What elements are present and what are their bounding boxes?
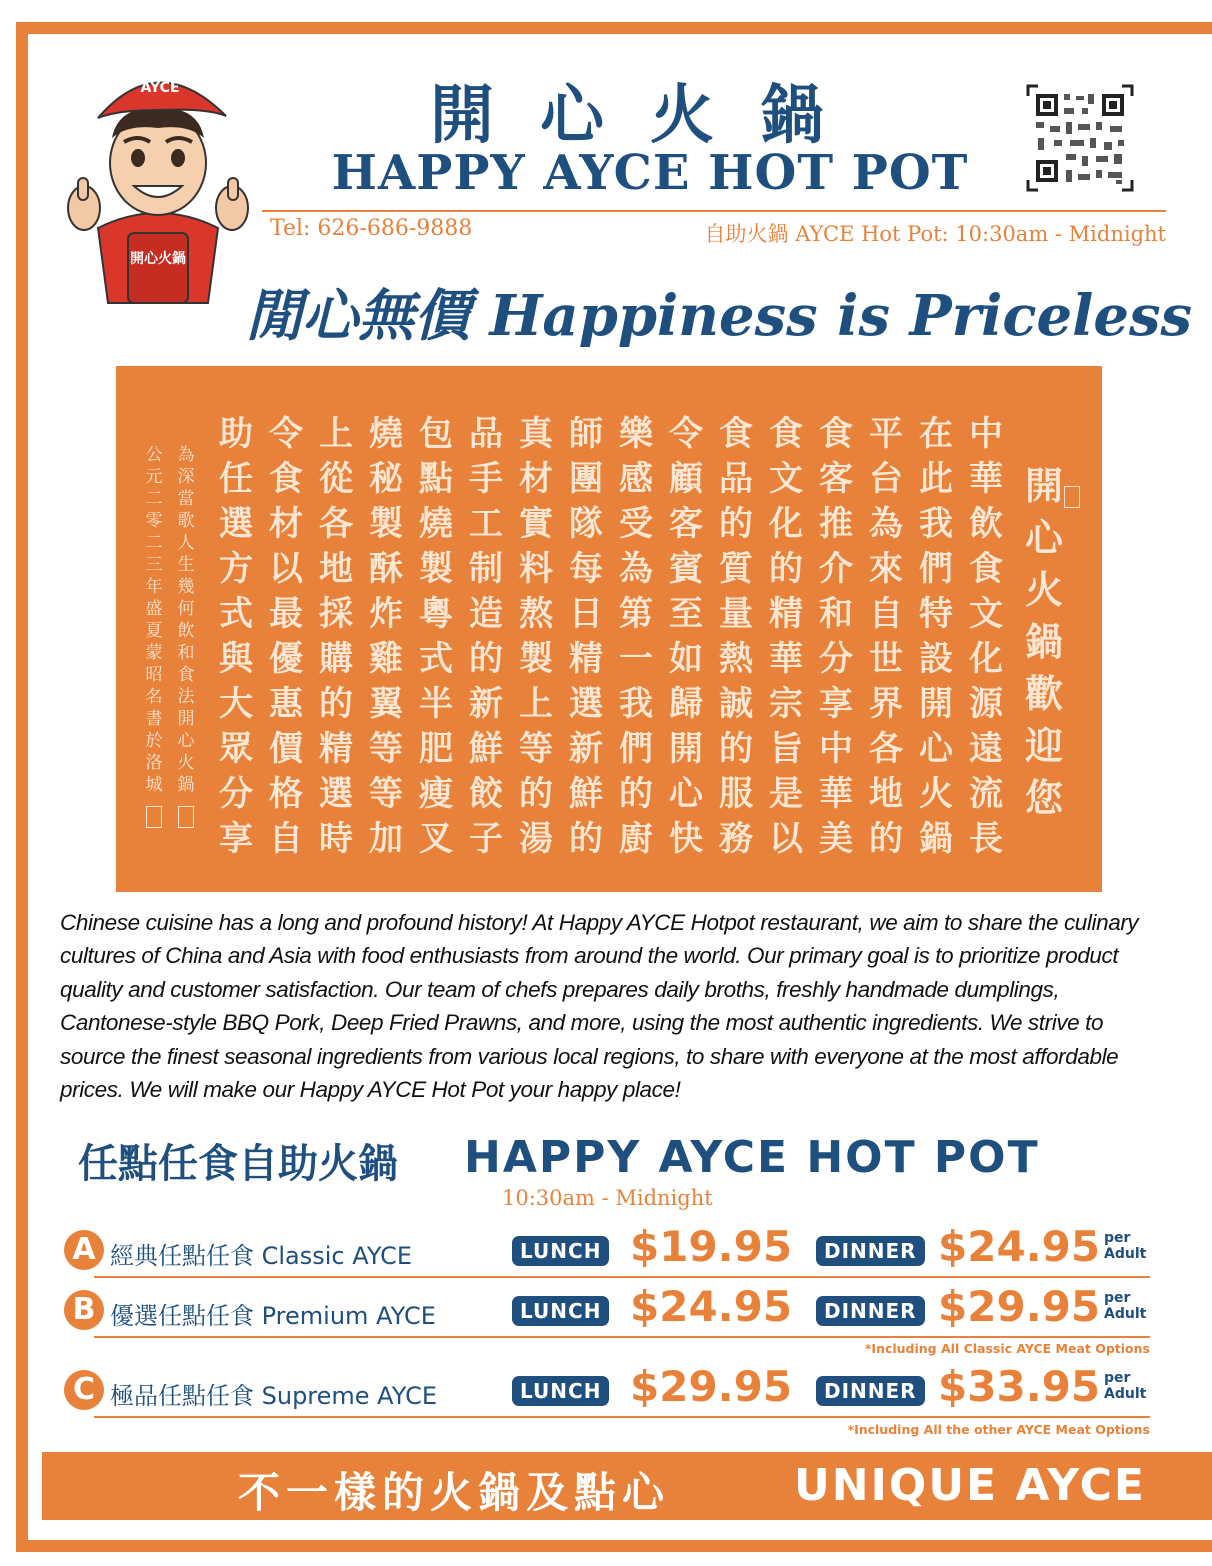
calligraphy-column: 師團隊每日精選新鮮的 <box>569 414 603 859</box>
calligraphy-column: 品手工制造的新鮮餃子 <box>469 414 503 859</box>
about-paragraph: Chinese cuisine has a long and profound history! At Happy AYCE Hotpot restaurant, we aim to share the culinary cultures of China and Asia with food enthusiasts from around the world. Our primary goal is to prioritize product quality and customer satisfaction. Our team of chefs prepares daily broths, freshly handmade dumplings, Cantonese-style BBQ Pork, Deep Fried Prawns, and more, using the most authentic ingredients. We strive to source the finest seasonal ingredients from various local regions, to share with everyone at the most affordable prices. We will make our Happy AYCE Hot Pot your happy place! <box>60 910 1139 1103</box>
seal-stamp-icon <box>1064 486 1080 508</box>
footer-text-cn: 不一樣的火鍋及點心 <box>238 1468 671 1517</box>
mascot-cap-text: AYCE <box>140 80 180 96</box>
calligraphy-column: 樂感受為第一我們的廚 <box>619 414 653 859</box>
per-adult-label: per Adult <box>1104 1370 1147 1402</box>
seal-stamp-icon <box>178 806 194 828</box>
tier-note: *Including All the other AYCE Meat Options <box>847 1422 1150 1437</box>
tier-row-c <box>64 1362 1150 1418</box>
calligraphy-column: 包點燒製粵式半肥瘦叉 <box>419 414 453 859</box>
menu-heading-en: HAPPY AYCE HOT POT <box>464 1132 1040 1183</box>
footer-text-en: UNIQUE AYCE <box>794 1460 1146 1511</box>
lunch-label: LUNCH <box>512 1376 609 1406</box>
tier-letter-badge: B <box>64 1290 104 1330</box>
tier-row-a <box>64 1222 1150 1278</box>
per-adult-label: per Adult <box>1104 1230 1147 1262</box>
seal-stamp-icon <box>146 806 162 828</box>
menu-heading-cn: 任點任食自助火鍋 <box>78 1140 398 1187</box>
calligraphy-column: 令顧客賓至如歸開心快 <box>669 414 703 859</box>
restaurant-name-en: HAPPY AYCE HOT POT <box>331 145 969 201</box>
lunch-label: LUNCH <box>512 1296 609 1326</box>
calligraphy-column: 燒秘製酥炸雞翼等等加 <box>369 414 403 859</box>
tier-letter-badge: C <box>64 1370 104 1410</box>
tier-letter-badge: A <box>64 1230 104 1270</box>
calligraphy-column: 在此我們特設開心火鍋 <box>919 414 953 859</box>
mascot-apron-text: 開心火鍋 <box>130 251 186 267</box>
dinner-label: DINNER <box>816 1376 925 1406</box>
calligraphy-column: 食客推介和分享中華美 <box>819 414 853 859</box>
calligraphy-inscription: 為深當歌人生幾何飲和食法開心火鍋 <box>177 445 195 795</box>
calligraphy-column: 平台為來自世界各地的 <box>869 414 903 859</box>
qr-code-icon[interactable] <box>1024 82 1136 194</box>
opening-hours: 自助火鍋 AYCE Hot Pot: 10:30am - Midnight <box>704 222 1166 246</box>
header-divider <box>262 210 1166 212</box>
mascot-illustration <box>58 58 258 318</box>
lunch-price: $19.95 <box>630 1222 793 1271</box>
dinner-price: $33.95 <box>938 1362 1101 1411</box>
footer-banner <box>42 1452 1212 1520</box>
tier-name: 極品任點任食 Supreme AYCE <box>110 1382 438 1410</box>
calligraphy-column: 上從各地採購的精選時 <box>319 414 353 859</box>
slogan: 閒心無價 Happiness is Priceless <box>246 283 1193 349</box>
row-divider <box>94 1276 1150 1278</box>
tier-name: 優選任點任食 Premium AYCE <box>110 1302 436 1330</box>
row-divider <box>94 1336 1150 1338</box>
calligraphy-column: 令食材以最優惠價格自 <box>269 414 303 859</box>
dinner-label: DINNER <box>816 1236 925 1266</box>
tier-name: 經典任點任食 Classic AYCE <box>110 1242 413 1270</box>
dinner-price: $24.95 <box>938 1222 1101 1271</box>
restaurant-name-cn: 開心火鍋 <box>430 78 870 153</box>
calligraphy-inscription: 公元二零二三年盛夏蒙昭名書於洛城 <box>145 445 163 795</box>
per-adult-label: per Adult <box>1104 1290 1147 1322</box>
calligraphy-panel <box>116 366 1102 892</box>
dinner-label: DINNER <box>816 1296 925 1326</box>
calligraphy-title: 開心火鍋歡迎您 <box>1024 463 1063 820</box>
tier-row-b <box>64 1282 1150 1338</box>
menu-hours: 10:30am - Midnight <box>502 1186 713 1210</box>
dinner-price: $29.95 <box>938 1282 1101 1331</box>
calligraphy-column: 食文化的精華宗旨是以 <box>769 414 803 859</box>
calligraphy-column: 助任選方式與大眾分享 <box>219 414 253 859</box>
tier-note: *Including All Classic AYCE Meat Options <box>864 1341 1150 1356</box>
calligraphy-column: 食品的質量熱誠的服務 <box>719 414 753 859</box>
phone-number[interactable]: Tel: 626-686-9888 <box>270 216 473 241</box>
lunch-label: LUNCH <box>512 1236 609 1266</box>
lunch-price: $24.95 <box>630 1282 793 1331</box>
calligraphy-column: 真材實料熬製上等的湯 <box>519 414 553 859</box>
calligraphy-column: 中華飲食文化源遠流長 <box>969 414 1003 859</box>
row-divider <box>94 1416 1150 1418</box>
lunch-price: $29.95 <box>630 1362 793 1411</box>
